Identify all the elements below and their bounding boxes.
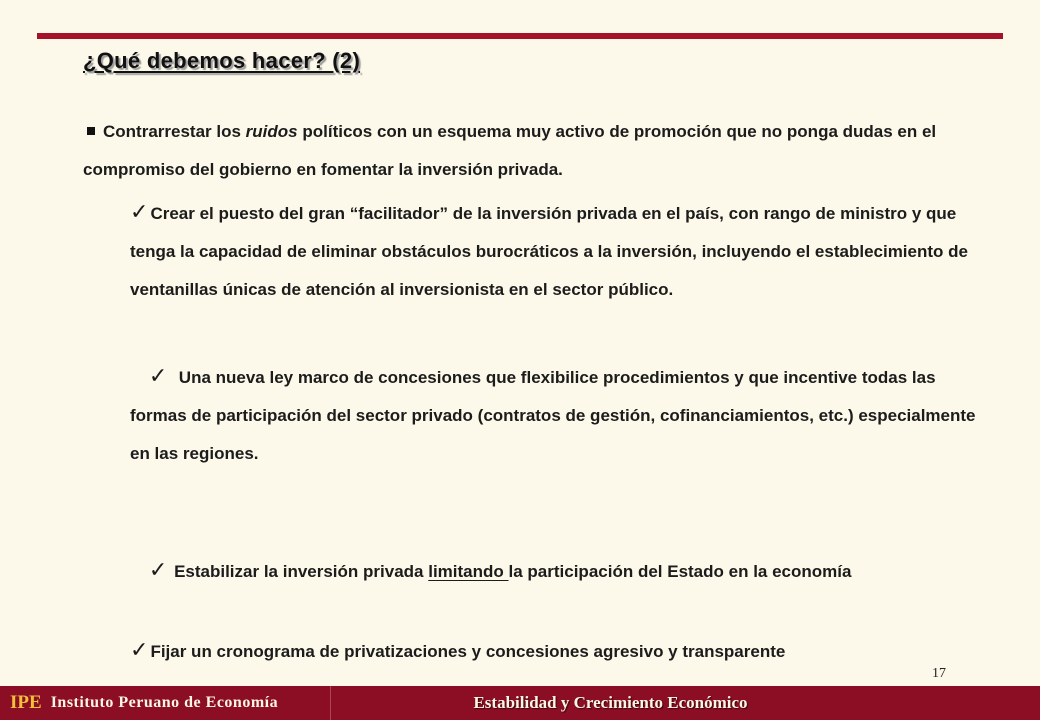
footer-topic [330,686,1040,720]
ipe-logo: IPE [10,692,42,713]
page-number: 17 [932,666,946,681]
main-bullet-italic: ruidos [245,122,298,141]
top-divider [37,33,1003,39]
main-bullet-text-1: Contrarrestar los [103,122,246,141]
main-bullet-text-2: políticos con un esquema muy activo de promoción que no ponga dudas en el compromiso del gobierno en fomentar la inversión privada. [83,122,937,179]
main-bullet [83,113,993,189]
square-bullet-icon [87,127,95,135]
checkmark-icon: ✓ [130,637,149,662]
sub-bullet-cronograma [130,631,993,671]
checkmark-icon: ✓ [130,199,149,224]
sub-bullet-facilitador [130,193,993,309]
checkmark-icon: ✓ [148,557,168,582]
sub-bullet-text-before: Estabilizar la inversión privada [169,562,429,581]
sub-bullet-text: Crear el puesto del gran “facilitador” de la inversión privada en el país, con rango de ministro y que tenga la capacidad de eliminar obstáculos burocráticos a la inversión, incluyendo el establecimiento de ventanillas únicas de atención al inversionista en el sector público. [130,204,968,299]
footer-bar [0,686,1040,720]
checkmark-icon: ✓ [148,363,168,388]
institution-name: Instituto Peruano de Economía [50,694,279,711]
sub-bullet-underlined: limitando [428,562,509,581]
sub-bullet-text: Fijar un cronograma de privatizaciones y concesiones agresivo y transparente [150,642,786,661]
slide-title: ¿Qué debemos hacer? (2) [83,48,361,73]
footer-topic-text: Estabilidad y Crecimiento Económico [473,693,748,712]
sub-bullet-concesiones [130,319,993,511]
sub-bullet-text: Una nueva ley marco de concesiones que flexibilice procedimientos y que incentive todas las formas de participación del sector privado (contratos de gestión, cofinanciamientos, etc.) especialmente en las regiones. [130,368,981,463]
sub-bullet-estabilizar [130,513,993,629]
slide-content [83,113,993,671]
sub-bullet-text-after: la participación del Estado en la economía [508,562,852,581]
footer-brand [0,686,330,720]
